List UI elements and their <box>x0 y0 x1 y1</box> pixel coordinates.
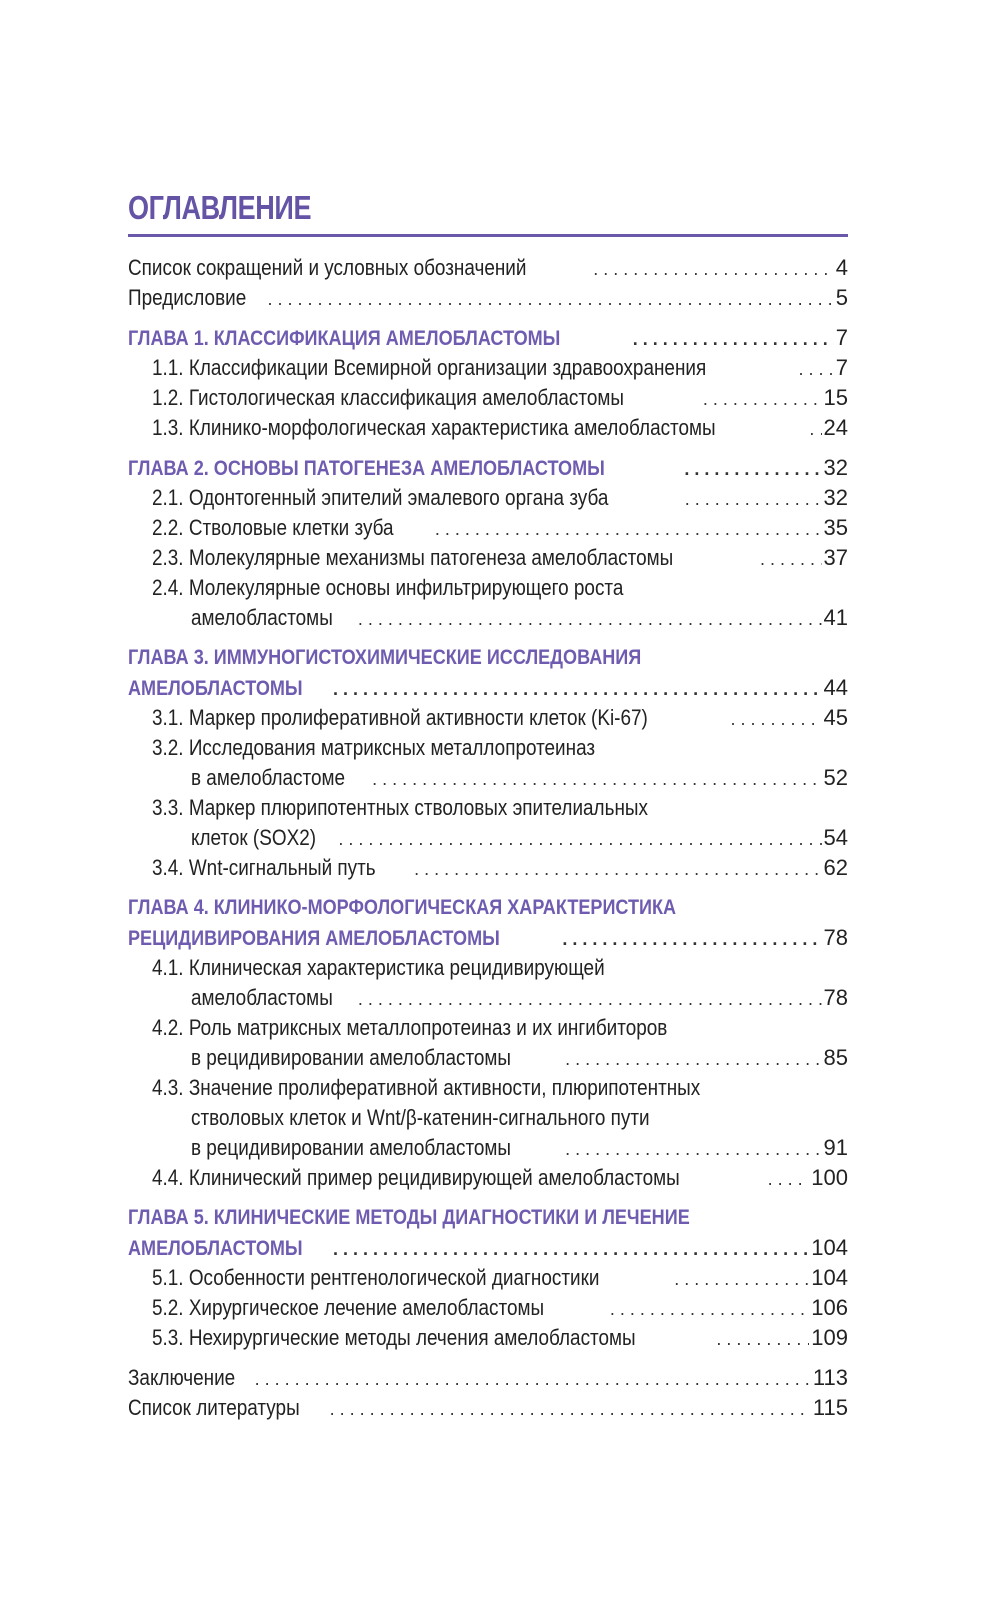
spacer <box>128 443 848 453</box>
entry-label-text: 4.1. Клиническая характеристика рецидивирующей <box>152 955 605 980</box>
entry-label-text: 5.2. Хирургическое лечение амелобластомы <box>152 1295 545 1320</box>
entry-label <box>152 703 729 733</box>
entry-label-text: стволовых клеток и Wnt/β-катенин-сигнального пути <box>191 1105 650 1130</box>
page-number: 15 <box>823 385 848 410</box>
entry-label-text: 2.4. Молекулярные основы инфильтрирующего роста <box>152 575 624 600</box>
entry-label-text: 2.2. Стволовые клетки зуба <box>152 515 394 540</box>
entry-line <box>128 733 848 763</box>
entry-last-line[interactable] <box>128 383 848 413</box>
page-number: 41 <box>823 605 848 630</box>
toc-section-1-3[interactable] <box>128 413 848 443</box>
dot-leader <box>703 384 822 413</box>
entry-label-text: в амелобластоме <box>191 765 346 790</box>
entry-label-text: клеток (SOX2) <box>191 825 317 850</box>
dot-leader <box>610 1294 809 1323</box>
dot-leader <box>333 674 821 703</box>
page-number: 106 <box>811 1295 848 1320</box>
dot-leader <box>435 514 822 543</box>
entry-label <box>128 1393 328 1423</box>
spacer <box>128 313 848 323</box>
dot-leader <box>731 704 822 733</box>
toc-section-5-3[interactable] <box>128 1323 848 1353</box>
page-number: 32 <box>823 485 848 510</box>
entry-last-line[interactable] <box>128 1163 848 1193</box>
entry-last-line[interactable] <box>128 353 848 383</box>
entry-label-text: 1.2. Гистологическая классификация амелобластомы <box>152 385 624 410</box>
entry-label <box>152 413 807 443</box>
entry-label <box>152 383 701 413</box>
entry-label-text: в рецидивировании амелобластомы <box>191 1135 512 1160</box>
page-number: 52 <box>823 765 848 790</box>
spacer <box>128 1193 848 1203</box>
dot-leader <box>798 354 833 383</box>
entry-last-line[interactable] <box>128 1043 848 1073</box>
entry-label <box>191 823 336 853</box>
entry-label-text: АМЕЛОБЛАСТОМЫ <box>128 677 303 700</box>
entry-label-text: Заключение <box>128 1365 236 1390</box>
entry-last-line[interactable] <box>128 1263 848 1293</box>
toc-entry-front[interactable] <box>128 253 848 283</box>
toc-entry-back[interactable] <box>128 1393 848 1423</box>
entry-label <box>191 603 356 633</box>
dot-leader <box>372 764 821 793</box>
toc-section-2-1[interactable] <box>128 483 848 513</box>
dot-leader <box>684 454 821 483</box>
toc-section-1-2[interactable] <box>128 383 848 413</box>
entry-last-line[interactable] <box>128 543 848 573</box>
entry-line <box>128 953 848 983</box>
entry-last-line[interactable] <box>128 1133 848 1163</box>
page-number: 109 <box>811 1325 848 1350</box>
entry-line <box>128 793 848 823</box>
entry-label <box>152 1323 714 1353</box>
dot-leader <box>255 1364 811 1393</box>
page-number: 85 <box>823 1045 848 1070</box>
entry-label-text: ГЛАВА 5. КЛИНИЧЕСКИЕ МЕТОДЫ ДИАГНОСТИКИ И ЛЕЧЕНИЕ <box>128 1206 690 1229</box>
spacer <box>128 1353 848 1363</box>
dot-leader <box>358 984 822 1013</box>
page-number: 7 <box>835 355 848 380</box>
spacer <box>128 633 848 643</box>
dot-leader <box>358 604 822 633</box>
entry-label-text: 3.2. Исследования матриксных металлопротеиназ <box>152 735 596 760</box>
toc-section-1-1[interactable] <box>128 353 848 383</box>
page-number: 62 <box>823 855 848 880</box>
entry-label <box>152 513 433 543</box>
page-number: 44 <box>823 675 848 700</box>
dot-leader <box>809 414 821 443</box>
entry-label-text: ГЛАВА 4. КЛИНИКО-МОРФОЛОГИЧЕСКАЯ ХАРАКТЕРИСТИКА <box>128 896 677 919</box>
entry-label-text: в рецидивировании амелобластомы <box>191 1045 512 1070</box>
entry-label-text: 3.4. Wnt-сигнальный путь <box>152 855 376 880</box>
entry-last-line[interactable] <box>128 703 848 733</box>
entry-label <box>128 454 682 483</box>
entry-label-text: 5.3. Нехирургические методы лечения амелобластомы <box>152 1325 636 1350</box>
dot-leader <box>760 544 821 573</box>
page-number: 35 <box>823 515 848 540</box>
toc-section-2-4[interactable] <box>128 573 848 633</box>
dot-leader <box>685 484 822 513</box>
entry-last-line[interactable] <box>128 1233 848 1263</box>
entry-label <box>128 1363 253 1393</box>
entry-label-text: 1.3. Клинико-морфологическая характеристика амелобластомы <box>152 415 716 440</box>
entry-label-text: 4.2. Роль матриксных металлопротеиназ и их ингибиторов <box>152 1015 668 1040</box>
entry-line <box>128 643 848 673</box>
page-title: ОГЛАВЛЕНИЕ <box>128 189 312 226</box>
dot-leader <box>633 324 834 353</box>
page-number: 104 <box>811 1265 848 1290</box>
entry-label-text: АМЕЛОБЛАСТОМЫ <box>128 1237 303 1260</box>
entry-last-line[interactable] <box>128 923 848 953</box>
entry-line <box>128 1203 848 1233</box>
toc-chapter-3[interactable] <box>128 643 848 703</box>
toc-chapter-5[interactable] <box>128 1203 848 1263</box>
page-number: 113 <box>812 1365 848 1390</box>
entry-label <box>128 674 331 703</box>
entry-label <box>152 483 683 513</box>
toc-chapter-2[interactable] <box>128 453 848 483</box>
entry-line <box>128 1013 848 1043</box>
entry-label <box>191 1133 563 1163</box>
dot-leader <box>674 1264 809 1293</box>
entry-last-line[interactable] <box>128 983 848 1013</box>
page-number: 100 <box>811 1165 848 1190</box>
page-number: 78 <box>823 925 848 950</box>
dot-leader <box>330 1394 811 1423</box>
dot-leader <box>338 824 821 853</box>
entry-last-line[interactable] <box>128 413 848 443</box>
toc-section-4-4[interactable] <box>128 1163 848 1193</box>
entry-label-text: Предисловие <box>128 285 247 310</box>
toc-section-5-1[interactable] <box>128 1263 848 1293</box>
toc-section-5-2[interactable] <box>128 1293 848 1323</box>
toc-entry-front[interactable] <box>128 283 848 313</box>
entry-label-text: ГЛАВА 3. ИММУНОГИСТОХИМИЧЕСКИЕ ИССЛЕДОВАНИЯ <box>128 646 642 669</box>
entry-label-text: амелобластомы <box>191 985 333 1010</box>
entry-label-text: 2.1. Одонтогенный эпителий эмалевого органа зуба <box>152 485 609 510</box>
entry-last-line[interactable] <box>128 323 848 353</box>
title-divider <box>128 234 848 237</box>
toc-section-4-2[interactable] <box>128 1013 848 1073</box>
dot-leader <box>562 924 821 953</box>
toc-section-4-1[interactable] <box>128 953 848 1013</box>
entry-label <box>128 924 560 953</box>
entry-line <box>128 893 848 923</box>
entry-label-text: 4.4. Клинический пример рецидивирующей амелобластомы <box>152 1165 680 1190</box>
entry-last-line[interactable] <box>128 603 848 633</box>
toc-section-3-2[interactable] <box>128 733 848 793</box>
entry-label <box>152 353 796 383</box>
entry-label <box>128 324 631 353</box>
page-number: 78 <box>823 985 848 1010</box>
entry-last-line[interactable] <box>128 763 848 793</box>
toc-entry-back[interactable] <box>128 1363 848 1393</box>
entry-label-text: Список сокращений и условных обозначений <box>128 255 527 280</box>
page-number: 7 <box>835 325 848 350</box>
entry-label-text: 4.3. Значение пролиферативной активности, плюрипотентных <box>152 1075 701 1100</box>
entry-label-text: РЕЦИДИВИРОВАНИЯ АМЕЛОБЛАСТОМЫ <box>128 927 500 950</box>
page-number: 37 <box>823 545 848 570</box>
toc-list <box>128 253 848 1423</box>
dot-leader <box>414 854 821 883</box>
page-number: 32 <box>823 455 848 480</box>
dot-leader <box>716 1324 809 1353</box>
entry-label-text: ГЛАВА 1. КЛАССИФИКАЦИЯ АМЕЛОБЛАСТОМЫ <box>128 327 561 350</box>
toc-chapter-4[interactable] <box>128 893 848 953</box>
toc-chapter-1[interactable] <box>128 323 848 353</box>
entry-label-text: Список литературы <box>128 1395 300 1420</box>
entry-last-line[interactable] <box>128 1293 848 1323</box>
page-number: 91 <box>823 1135 848 1160</box>
entry-label <box>191 763 370 793</box>
dot-leader <box>333 1234 809 1263</box>
entry-label <box>152 853 412 883</box>
entry-last-line[interactable] <box>128 513 848 543</box>
page-number: 24 <box>823 415 848 440</box>
toc-section-3-3[interactable] <box>128 793 848 853</box>
page-number: 54 <box>823 825 848 850</box>
entry-label <box>128 253 591 283</box>
entry-line <box>128 573 848 603</box>
entry-last-line[interactable] <box>128 853 848 883</box>
entry-last-line[interactable] <box>128 483 848 513</box>
dot-leader <box>593 254 833 283</box>
toc-section-2-3[interactable] <box>128 543 848 573</box>
page-number: 4 <box>835 255 848 280</box>
entry-label-text: амелобластомы <box>191 605 333 630</box>
dot-leader <box>768 1164 810 1193</box>
entry-label <box>152 543 758 573</box>
page-number: 45 <box>823 705 848 730</box>
entry-label-text: 1.1. Классификации Всемирной организации здравоохранения <box>152 355 707 380</box>
dot-leader <box>267 284 833 313</box>
dot-leader <box>565 1134 821 1163</box>
toc-section-3-1[interactable] <box>128 703 848 733</box>
entry-label-text: ГЛАВА 2. ОСНОВЫ ПАТОГЕНЕЗА АМЕЛОБЛАСТОМЫ <box>128 457 605 480</box>
toc-section-3-4[interactable] <box>128 853 848 883</box>
entry-last-line[interactable] <box>128 673 848 703</box>
entry-label <box>128 1234 331 1263</box>
entry-line <box>128 1073 848 1103</box>
table-of-contents <box>128 186 848 1423</box>
toc-section-2-2[interactable] <box>128 513 848 543</box>
page-number: 5 <box>835 285 848 310</box>
entry-label <box>152 1263 672 1293</box>
entry-last-line[interactable] <box>128 1323 848 1353</box>
entry-label-text: 2.3. Молекулярные механизмы патогенеза амелобластомы <box>152 545 674 570</box>
spacer <box>128 883 848 893</box>
entry-label <box>152 1163 766 1193</box>
entry-line <box>128 1103 848 1133</box>
entry-label-text: 3.3. Маркер плюрипотентных стволовых эпителиальных <box>152 795 648 820</box>
entry-label-text: 5.1. Особенности рентгенологической диагностики <box>152 1265 600 1290</box>
entry-last-line[interactable] <box>128 823 848 853</box>
entry-label <box>191 1043 563 1073</box>
toc-section-4-3[interactable] <box>128 1073 848 1163</box>
entry-label <box>152 1293 608 1323</box>
entry-label <box>191 983 356 1013</box>
entry-label-text: 3.1. Маркер пролиферативной активности клеток (Ki-67) <box>152 705 648 730</box>
entry-last-line[interactable] <box>128 453 848 483</box>
page-number: 115 <box>812 1395 848 1420</box>
entry-label <box>128 283 265 313</box>
dot-leader <box>565 1044 821 1073</box>
page-number: 104 <box>811 1235 848 1260</box>
